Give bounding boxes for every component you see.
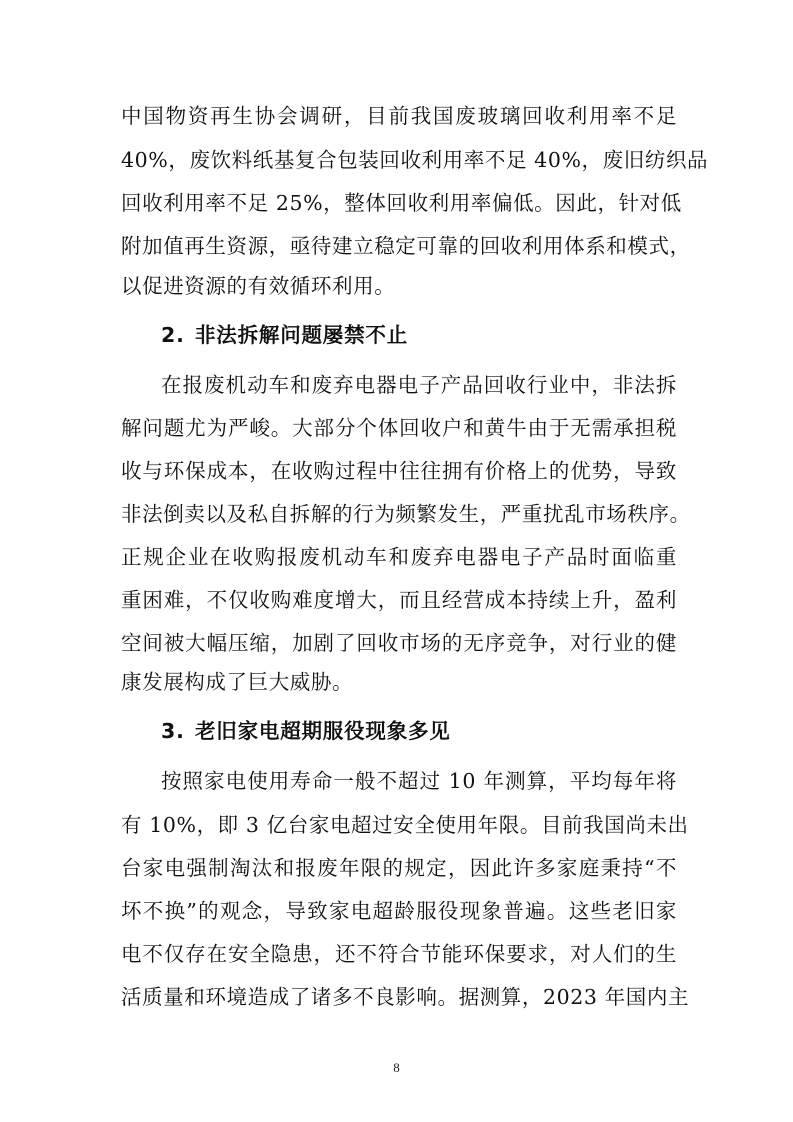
text-line: 康发展构成了巨大威胁。: [121, 670, 354, 694]
text-line: 按照家电使用寿命一般不超过 10 年测算，平均每年将: [161, 769, 677, 793]
text-line: 收与环保成本，在收购过程中往往拥有价格上的优势，导致: [121, 459, 677, 483]
section-heading-text: 老旧家电超期服役现象多见: [195, 719, 451, 743]
text-line: 坏不换”的观念，导致家电超龄服役现象普遍。这些老旧家: [121, 899, 677, 923]
text-line: 40%，废饮料纸基复合包装回收利用率不足 40%，废旧纺织品: [121, 148, 709, 172]
section-number: 2.: [161, 323, 185, 347]
page-number: 8: [393, 1060, 400, 1075]
text-line: 正规企业在收购报废机动车和废弃电器电子产品时面临重: [121, 545, 677, 569]
text-line: 非法倒卖以及私自拆解的行为频繁发生，严重扰乱市场秩序。: [121, 502, 691, 526]
text-line: 活质量和环境造成了诸多不良影响。据测算，2023 年国内主: [121, 985, 690, 1009]
text-line: 以促进资源的有效循环利用。: [121, 274, 396, 298]
section-number: 3.: [161, 719, 185, 743]
text-line: 中国物资再生协会调研，目前我国废玻璃回收利用率不足: [121, 104, 677, 128]
text-line: 台家电强制淘汰和报废年限的规定，因此许多家庭秉持“不: [121, 856, 677, 880]
text-line: 空间被大幅压缩，加剧了回收市场的无序竞争，对行业的健: [121, 631, 677, 655]
section-heading-3: [161, 717, 451, 745]
section-heading-text: 非法拆解问题屡禁不止: [195, 323, 408, 347]
text-line: 在报废机动车和废弃电器电子产品回收行业中，非法拆: [161, 373, 677, 397]
text-line: 重困难，不仅收购难度增大，而且经营成本持续上升，盈利: [121, 588, 677, 612]
text-line: 电不仅存在安全隐患，还不符合节能环保要求，对人们的生: [121, 942, 677, 966]
text-line: 解问题尤为严峻。大部分个体回收户和黄牛由于无需承担税: [121, 416, 677, 440]
text-line: 回收利用率不足 25%，整体回收利用率偏低。因此，针对低: [121, 191, 682, 215]
text-line: 有 10%，即 3 亿台家电超过安全使用年限。目前我国尚未出: [121, 813, 689, 837]
text-line: 附加值再生资源，亟待建立稳定可靠的回收利用体系和模式，: [121, 234, 691, 258]
section-heading-2: [161, 321, 408, 349]
